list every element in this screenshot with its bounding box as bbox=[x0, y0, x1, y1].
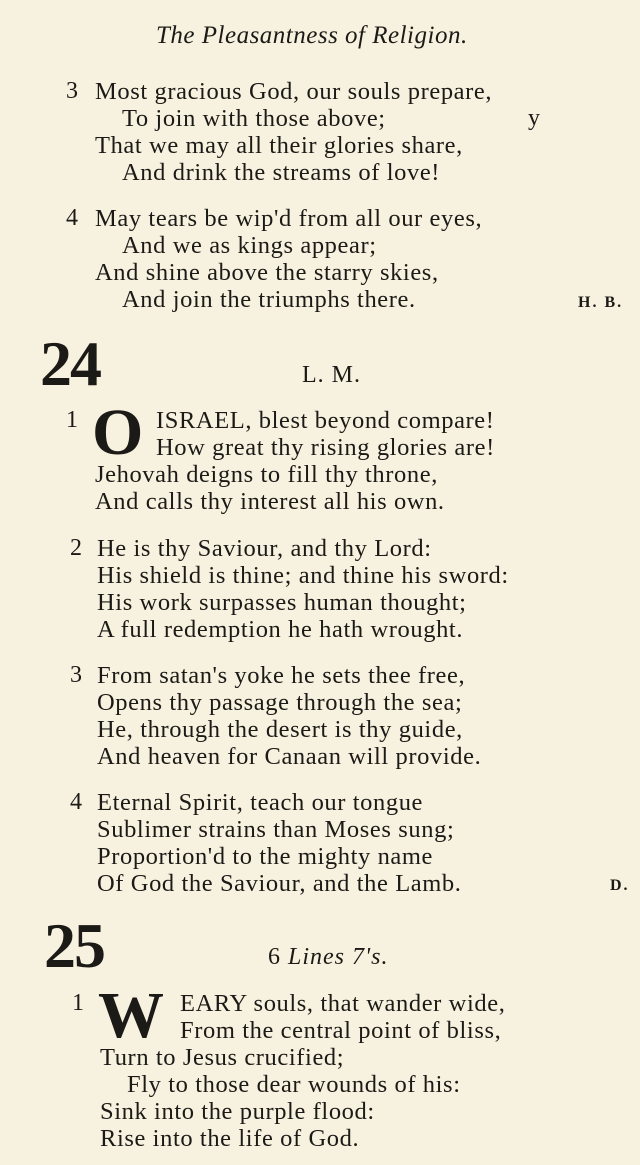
verse-line: Opens thy passage through the sea; bbox=[97, 689, 463, 716]
hymn-meter bbox=[268, 944, 388, 971]
verse-line: Of God the Saviour, and the Lamb. bbox=[97, 870, 462, 897]
verse-line: Proportion'd to the mighty name bbox=[97, 843, 434, 870]
author-signature: D. bbox=[610, 877, 630, 894]
verse-number: 4 bbox=[66, 205, 78, 231]
hymn-meter: L. M. bbox=[302, 362, 361, 388]
verse-line: And heaven for Canaan will provide. bbox=[97, 743, 482, 770]
verse-line: Turn to Jesus crucified; bbox=[100, 1044, 345, 1071]
meter-count: 6 bbox=[268, 944, 281, 970]
verse-line: And calls thy interest all his own. bbox=[95, 488, 445, 515]
verse-line: Most gracious God, our souls prepare, bbox=[95, 78, 493, 105]
stray-mark: y bbox=[528, 105, 540, 131]
drop-cap: W bbox=[98, 979, 164, 1052]
verse-line: Fly to those dear wounds of his: bbox=[127, 1071, 461, 1098]
verse-line: A full redemption he hath wrought. bbox=[97, 616, 464, 643]
hymn-number: 24 bbox=[40, 328, 100, 399]
verse-number: 1 bbox=[66, 407, 78, 433]
verse-number: 3 bbox=[66, 78, 78, 104]
verse-line: Sink into the purple flood: bbox=[100, 1098, 375, 1125]
drop-cap: O bbox=[92, 396, 144, 469]
verse-line: And join the triumphs there. bbox=[122, 286, 416, 313]
verse-line: How great thy rising glories are! bbox=[156, 434, 495, 461]
verse-number: 2 bbox=[70, 535, 82, 561]
verse-line: Jehovah deigns to fill thy throne, bbox=[95, 461, 438, 488]
verse-line: ISRAEL, blest beyond compare! bbox=[156, 407, 495, 434]
verse-line: Rise into the life of God. bbox=[100, 1125, 360, 1152]
verse-line: His shield is thine; and thine his sword: bbox=[97, 562, 509, 589]
verse-line: He is thy Saviour, and thy Lord: bbox=[97, 535, 432, 562]
verse-line: Sublimer strains than Moses sung; bbox=[97, 816, 455, 843]
verse-line: Eternal Spirit, teach our tongue bbox=[97, 789, 424, 816]
verse-number: 4 bbox=[70, 789, 82, 815]
verse-line: From satan's yoke he sets thee free, bbox=[97, 662, 466, 689]
running-head: The Pleasantness of Religion. bbox=[156, 22, 468, 49]
verse-line: From the central point of bliss, bbox=[180, 1017, 502, 1044]
verse-number: 3 bbox=[70, 662, 82, 688]
verse-number: 1 bbox=[72, 990, 84, 1016]
author-signature: H. B. bbox=[578, 294, 624, 311]
verse-line: And shine above the starry skies, bbox=[95, 259, 439, 286]
verse-line: His work surpasses human thought; bbox=[97, 589, 467, 616]
verse-line: And we as kings appear; bbox=[122, 232, 377, 259]
verse-line: To join with those above; bbox=[122, 105, 386, 132]
verse-line: EARY souls, that wander wide, bbox=[180, 990, 506, 1017]
verse-line: And drink the streams of love! bbox=[122, 159, 441, 186]
meter-label: Lines 7's. bbox=[288, 944, 389, 970]
verse-line: That we may all their glories share, bbox=[95, 132, 463, 159]
hymn-number: 25 bbox=[44, 910, 104, 981]
verse-line: May tears be wip'd from all our eyes, bbox=[95, 205, 483, 232]
verse-line: He, through the desert is thy guide, bbox=[97, 716, 463, 743]
